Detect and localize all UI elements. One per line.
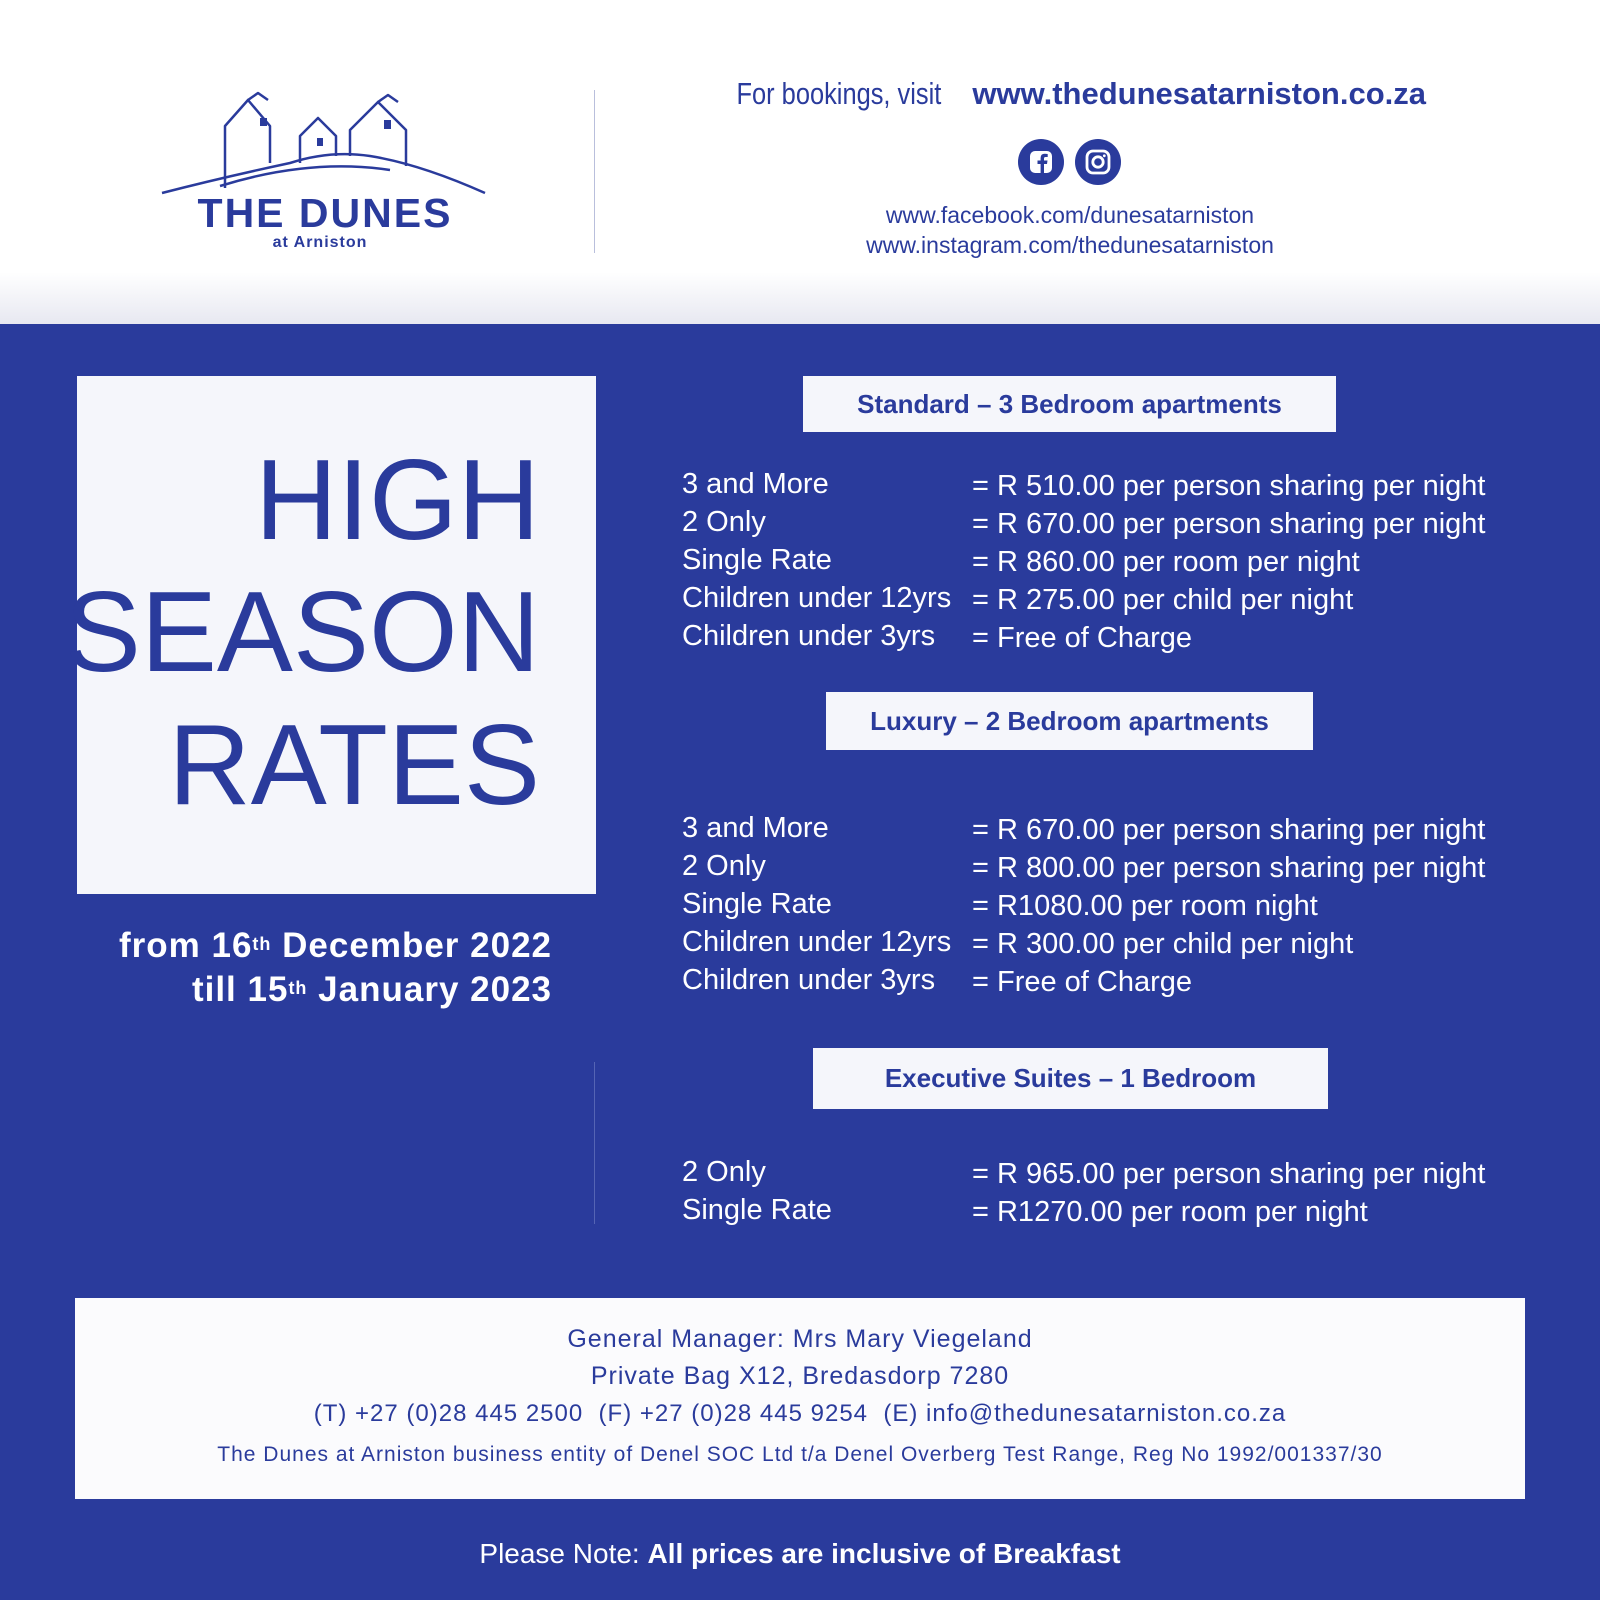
brand-name: THE DUNES xyxy=(197,190,453,236)
brand-tagline: at Arniston xyxy=(272,234,368,251)
date-from-prefix: from 16 xyxy=(118,926,253,965)
address-line: Private Bag X12, Bredasdorp 7280 xyxy=(590,1362,1010,1390)
booking-url-link[interactable]: www.thedunesatarniston.co.za xyxy=(972,76,1427,111)
rate-label: Single Rate xyxy=(682,544,832,576)
note-text: All prices are inclusive of Breakfast xyxy=(647,1538,1121,1569)
hero-line-season: SEASON xyxy=(64,569,540,696)
social-links xyxy=(760,200,1380,260)
houses-on-dunes-logo-icon xyxy=(160,88,495,198)
rate-value: = Free of Charge xyxy=(972,622,1193,654)
hero-box xyxy=(64,376,596,894)
date-till-suffix: January 2023 xyxy=(318,970,552,1009)
rate-value: = R 670.00 per person sharing per night xyxy=(972,814,1486,846)
rate-value: = Free of Charge xyxy=(972,966,1193,998)
date-from-sup: th xyxy=(252,934,272,954)
logo xyxy=(160,88,495,258)
rate-value: = R 965.00 per person sharing per night xyxy=(972,1158,1486,1190)
date-from xyxy=(60,924,552,968)
category-luxury-title: Luxury – 2 Bedroom apartments xyxy=(826,692,1313,750)
manager-line: General Manager: Mrs Mary Viegeland xyxy=(567,1325,1033,1353)
date-till-sup: th xyxy=(288,978,308,998)
contacts-line: (T) +27 (0)28 445 2500 (F) +27 (0)28 445 9254 (E) info@thedunesatarniston.co.za xyxy=(313,1400,1287,1427)
booking-line xyxy=(700,76,1440,112)
rate-label: 2 Only xyxy=(682,506,766,538)
instagram-link[interactable]: www.instagram.com/thedunesatarniston xyxy=(866,232,1274,258)
rate-value: = R1080.00 per room night xyxy=(972,890,1318,922)
rate-label: Children under 3yrs xyxy=(682,964,936,996)
hero-line-high: HIGH xyxy=(255,437,540,564)
rate-value: = R 275.00 per child per night xyxy=(972,584,1354,616)
header-divider xyxy=(594,90,595,253)
booking-prefix: For bookings, visit xyxy=(736,76,942,111)
rate-value: = R 860.00 per room per night xyxy=(972,546,1360,578)
rate-label: Children under 12yrs xyxy=(682,582,952,614)
hero-line-rates: RATES xyxy=(168,702,540,829)
note-prefix: Please Note: xyxy=(479,1538,640,1569)
rate-value: = R 300.00 per child per night xyxy=(972,928,1354,960)
facebook-link[interactable]: www.facebook.com/dunesatarniston xyxy=(885,202,1255,228)
body-divider xyxy=(594,1062,595,1224)
rate-label: 3 and More xyxy=(682,468,829,500)
facebook-icon[interactable] xyxy=(1018,139,1064,185)
rate-value: = R1270.00 per room per night xyxy=(972,1196,1368,1228)
rate-value: = R 800.00 per person sharing per night xyxy=(972,852,1486,884)
rate-label: 2 Only xyxy=(682,1156,766,1188)
header xyxy=(0,0,1600,324)
rate-value: = R 510.00 per person sharing per night xyxy=(972,470,1486,502)
rate-label: Children under 3yrs xyxy=(682,620,936,652)
rate-label: Single Rate xyxy=(682,888,832,920)
rate-label: 3 and More xyxy=(682,812,829,844)
date-till-prefix: till 15 xyxy=(191,970,289,1009)
rate-label: Single Rate xyxy=(682,1194,832,1226)
date-from-suffix: December 2022 xyxy=(282,926,552,965)
date-till xyxy=(60,968,552,1012)
legal-line: The Dunes at Arniston business entity of Denel SOC Ltd t/a Denel Overberg Test Range, Reg No 1992/001337/30 xyxy=(217,1443,1383,1466)
category-executive-title: Executive Suites – 1 Bedroom xyxy=(813,1048,1328,1109)
rate-label: Children under 12yrs xyxy=(682,926,952,958)
breakfast-note xyxy=(0,1538,1600,1570)
contact-footer xyxy=(75,1298,1525,1499)
category-standard-title: Standard – 3 Bedroom apartments xyxy=(803,376,1336,432)
rate-value: = R 670.00 per person sharing per night xyxy=(972,508,1486,540)
season-dates xyxy=(60,924,552,1012)
instagram-icon[interactable] xyxy=(1075,139,1121,185)
rate-label: 2 Only xyxy=(682,850,766,882)
